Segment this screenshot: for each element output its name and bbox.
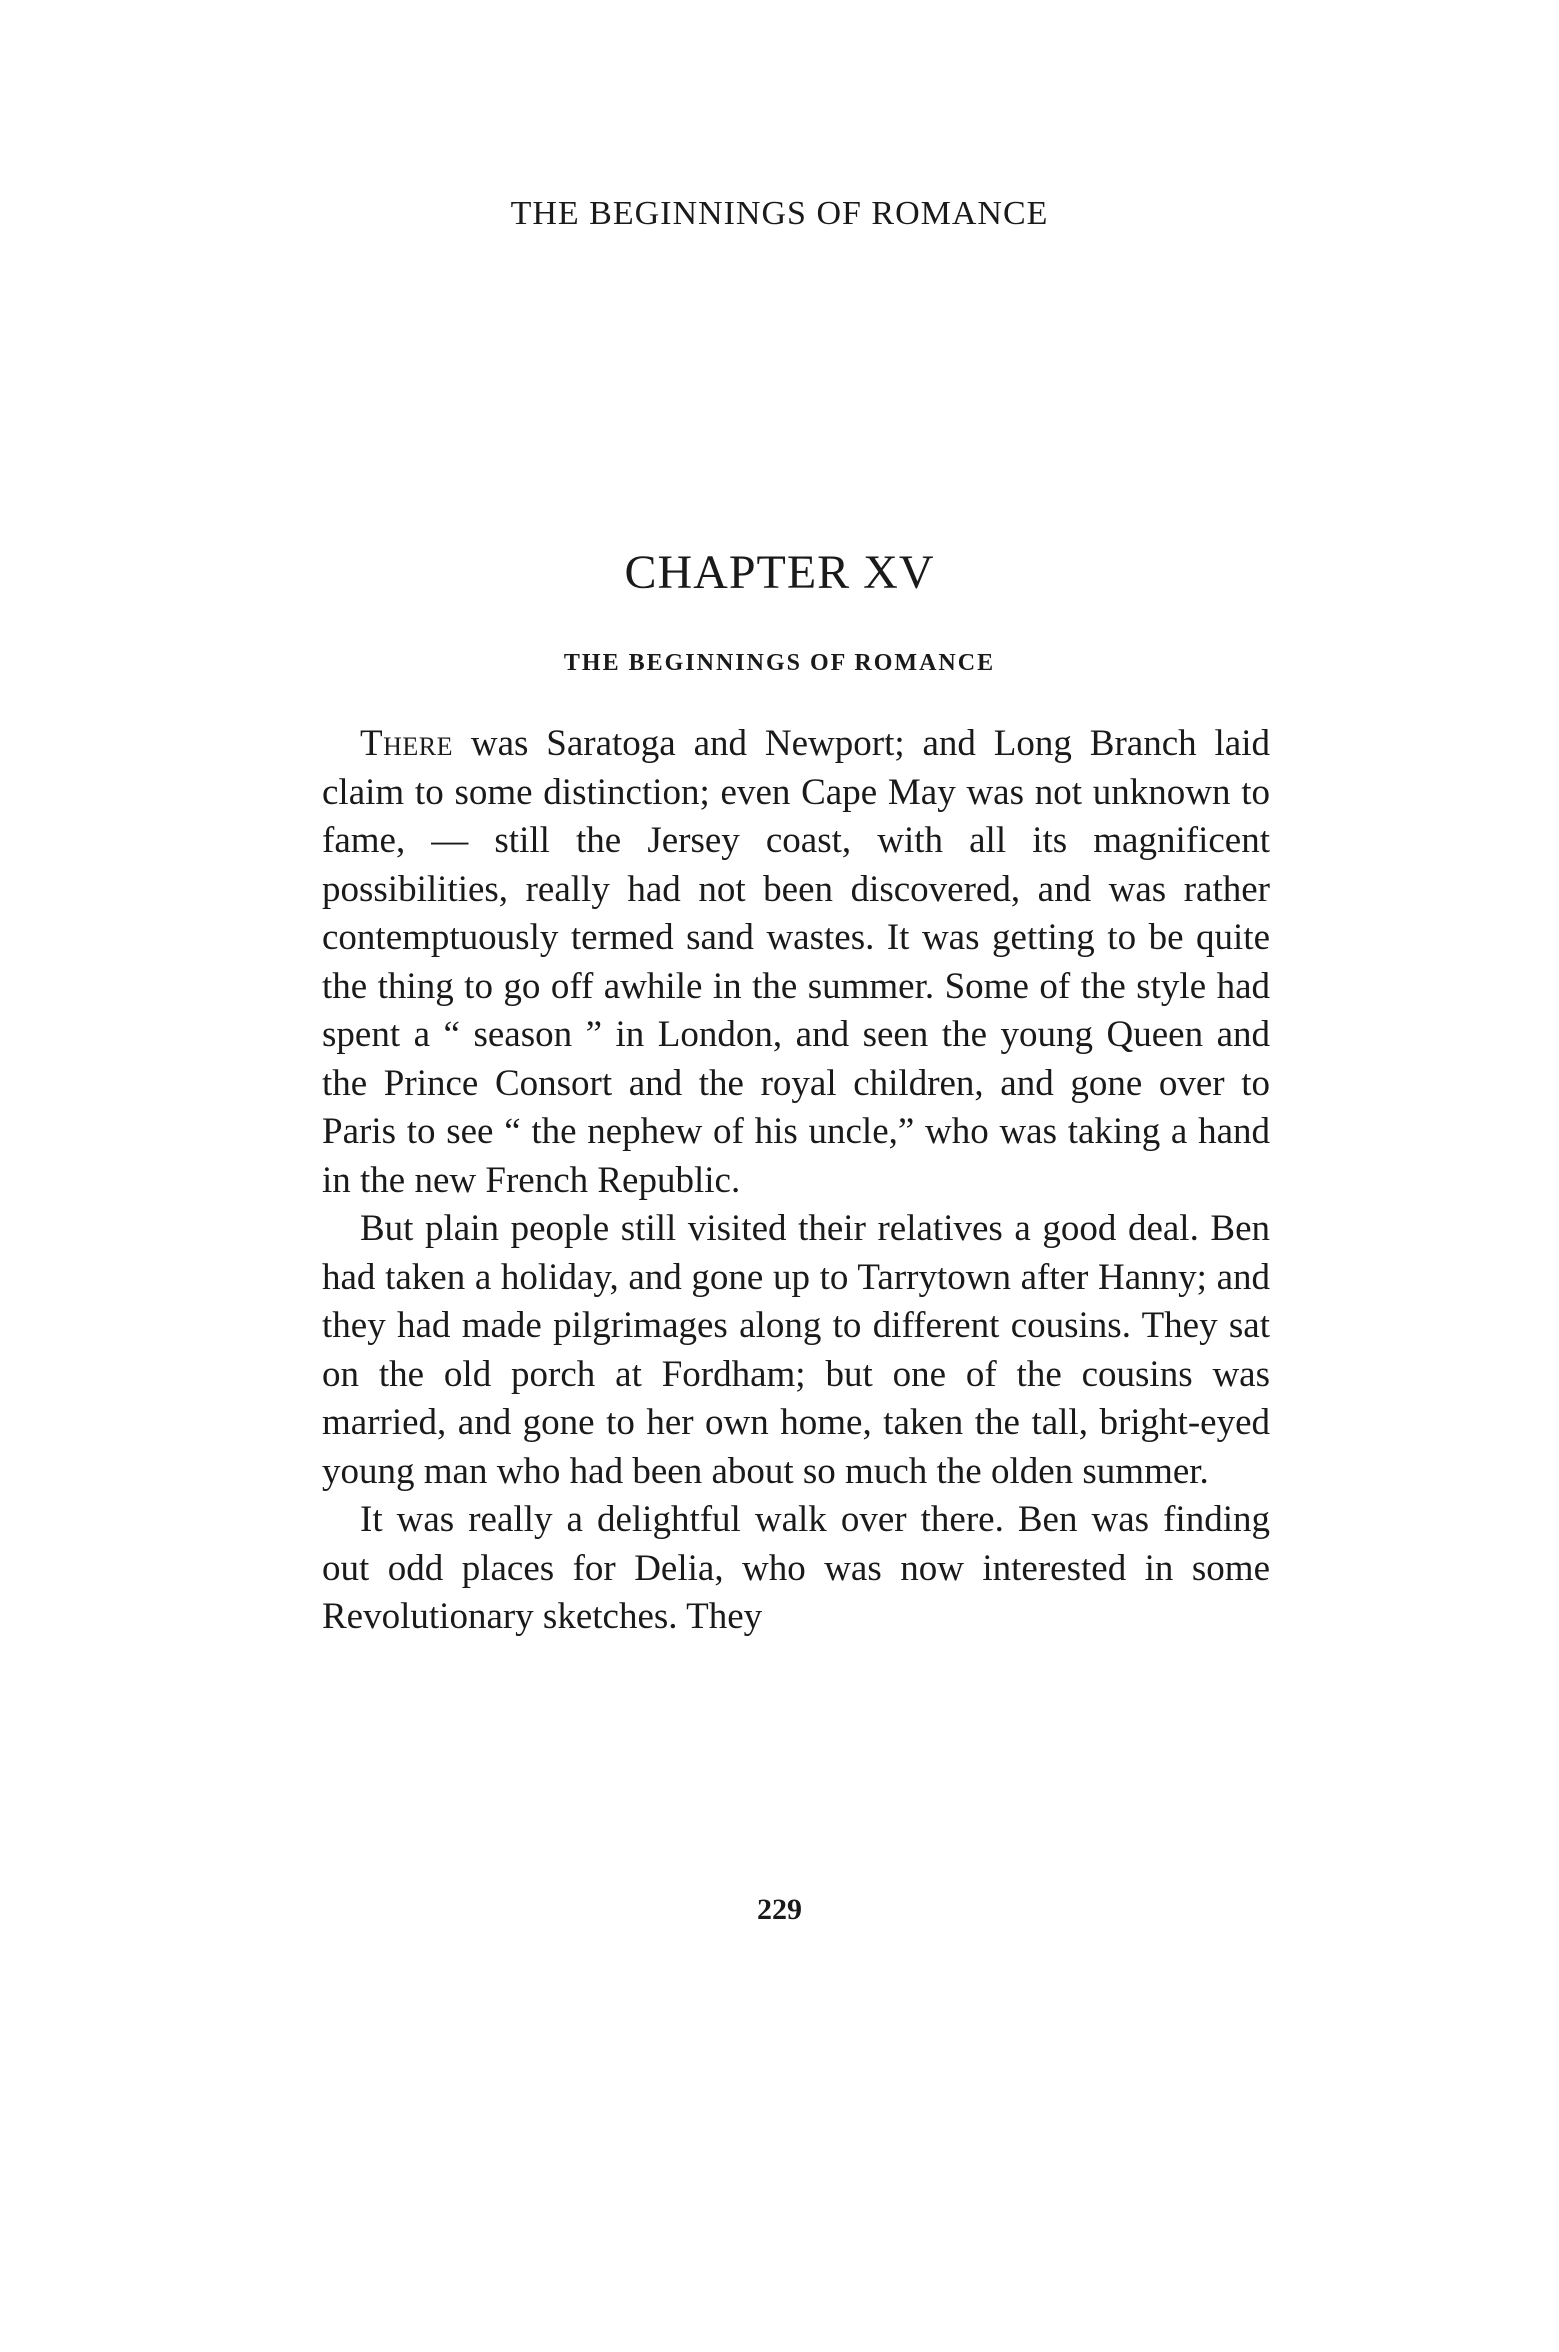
body-text (322, 720, 1270, 1642)
page-number: 229 (757, 1893, 802, 1926)
chapter-subtitle: THE BEGINNINGS OF ROMANCE (563, 650, 996, 676)
paragraph-3: It was really a delightful walk over there. Ben was finding out odd places for Delia, who was now interested in some Revolutionary sketches. They (322, 1499, 1270, 1637)
chapter-title: CHAPTER XV (624, 546, 935, 599)
running-head: THE BEGINNINGS OF ROMANCE (510, 195, 1049, 232)
paragraph-1-text: was Saratoga and Newport; and Long Branch laid claim to some distinction; even Cape May was not unknown to fame, — still the Jersey coast, with all its magnificent possibilities, really had not been discovered, and was rather contemptuously termed sand wastes. It was getting to be quite the thing to go off awhile in the summer. Some of the style had spent a “ season ” in London, and seen the young Queen and the Prince Consort and the royal children, and gone over to Paris to see “ the nephew of his uncle,” who was taking a hand in the new French Republic. (322, 723, 1270, 1201)
paragraph-lead-word: There (360, 723, 453, 764)
paragraph-2: But plain people still visited their relatives a good deal. Ben had taken a holiday, and gone up to Tarrytown after Hanny; and they had made pilgrimages along to different cousins. They sat on the old porch at Fordham; but one of the cousins was married, and gone to her own home, taken the tall, bright-eyed young man who had been about so much the olden summer. (322, 1208, 1270, 1492)
paragraph-1 (322, 720, 1270, 1205)
